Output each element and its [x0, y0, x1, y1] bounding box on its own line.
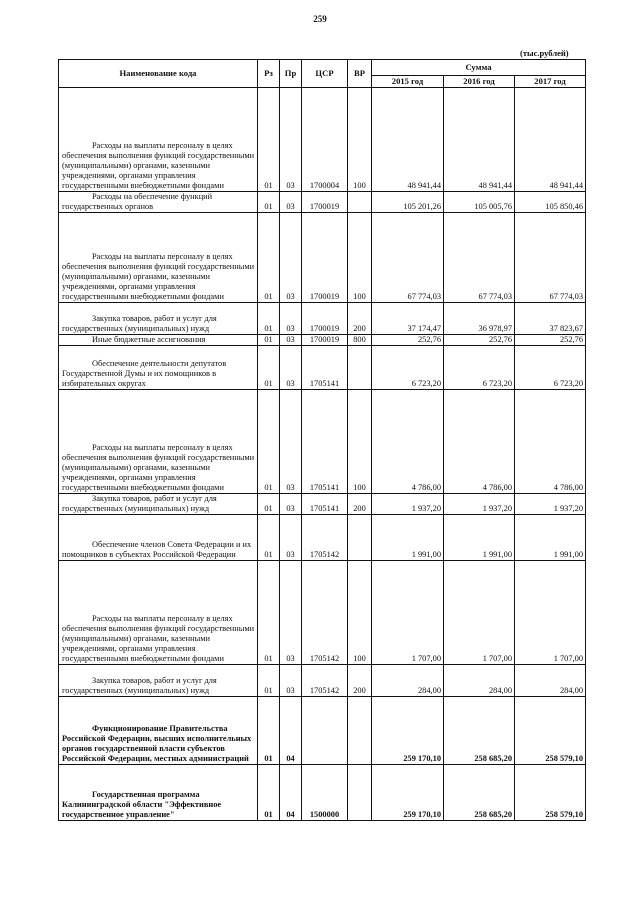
- table-row: [59, 561, 586, 665]
- row-s2017: 1 707,00: [515, 561, 586, 665]
- row-pr: 03: [280, 346, 302, 390]
- row-s2016: 6 723,20: [444, 346, 515, 390]
- header-vr: ВР: [348, 60, 372, 88]
- row-pr: 03: [280, 494, 302, 515]
- row-rz: 01: [258, 494, 280, 515]
- row-vr: [348, 515, 372, 561]
- row-csr: 1705141: [302, 390, 348, 494]
- row-name: Закупка товаров, работ и услуг для государственных (муниципальных) нужд: [59, 665, 258, 697]
- row-s2016: 48 941,44: [444, 88, 515, 192]
- row-csr: 1705141: [302, 346, 348, 390]
- row-csr: 1700019: [302, 335, 348, 346]
- row-name: Иные бюджетные ассигнования: [59, 335, 258, 346]
- row-s2017: 258 579,10: [515, 765, 586, 821]
- row-csr: 1500000: [302, 765, 348, 821]
- header-pr: Пр: [280, 60, 302, 88]
- table-row: [59, 335, 586, 346]
- row-s2016: 1 937,20: [444, 494, 515, 515]
- row-pr: 03: [280, 213, 302, 303]
- row-pr: 03: [280, 665, 302, 697]
- row-s2016: 4 786,00: [444, 390, 515, 494]
- row-s2015: 48 941,44: [372, 88, 444, 192]
- row-vr: [348, 697, 372, 765]
- row-pr: 04: [280, 697, 302, 765]
- header-2016: 2016 год: [444, 76, 515, 88]
- row-vr: 100: [348, 88, 372, 192]
- row-pr: 03: [280, 515, 302, 561]
- row-s2016: 67 774,03: [444, 213, 515, 303]
- row-rz: 01: [258, 515, 280, 561]
- row-rz: 01: [258, 697, 280, 765]
- row-s2017: 258 579,10: [515, 697, 586, 765]
- row-s2016: 284,00: [444, 665, 515, 697]
- row-csr: 1705142: [302, 561, 348, 665]
- row-s2016: 252,76: [444, 335, 515, 346]
- row-s2015: 284,00: [372, 665, 444, 697]
- header-sum: Сумма: [372, 60, 586, 76]
- units-label: (тыс.рублей): [520, 48, 569, 58]
- row-rz: 01: [258, 335, 280, 346]
- row-rz: 01: [258, 665, 280, 697]
- row-name: Расходы на выплаты персоналу в целях обеспечения выполнения функций государственными (муниципальными) органами, казенными учреждениями, органами управления государственными внебюджетными фондами: [59, 213, 258, 303]
- row-s2017: 105 850,46: [515, 192, 586, 213]
- table-row: [59, 494, 586, 515]
- row-s2017: 252,76: [515, 335, 586, 346]
- row-pr: 03: [280, 335, 302, 346]
- row-vr: [348, 192, 372, 213]
- row-rz: 01: [258, 561, 280, 665]
- row-s2015: 37 174,47: [372, 303, 444, 335]
- row-rz: 01: [258, 346, 280, 390]
- row-s2017: 37 823,67: [515, 303, 586, 335]
- table-row: [59, 303, 586, 335]
- header-2017: 2017 год: [515, 76, 586, 88]
- row-name: Расходы на обеспечение функций государственных органов: [59, 192, 258, 213]
- row-s2015: 6 723,20: [372, 346, 444, 390]
- header-name: Наименование кода: [59, 60, 258, 88]
- row-csr: 1700019: [302, 213, 348, 303]
- row-pr: 03: [280, 88, 302, 192]
- row-vr: 200: [348, 303, 372, 335]
- row-s2015: 1 991,00: [372, 515, 444, 561]
- row-csr: 1705142: [302, 515, 348, 561]
- row-s2015: 1 707,00: [372, 561, 444, 665]
- row-vr: 100: [348, 390, 372, 494]
- row-s2015: 259 170,10: [372, 697, 444, 765]
- row-name: Обеспечение деятельности депутатов Государственной Думы и их помощников в избирательных округах: [59, 346, 258, 390]
- row-s2016: 258 685,20: [444, 765, 515, 821]
- row-csr: 1705142: [302, 665, 348, 697]
- table-row: [59, 697, 586, 765]
- row-s2015: 259 170,10: [372, 765, 444, 821]
- table-row: [59, 665, 586, 697]
- row-name: Функционирование Правительства Российской Федерации, высших исполнительных органов государственной власти субъектов Российской Федерации, местных администраций: [59, 697, 258, 765]
- row-s2016: 258 685,20: [444, 697, 515, 765]
- header-rz: Рз: [258, 60, 280, 88]
- row-name: Закупка товаров, работ и услуг для государственных (муниципальных) нужд: [59, 494, 258, 515]
- row-csr: 1700004: [302, 88, 348, 192]
- row-s2015: 1 937,20: [372, 494, 444, 515]
- row-s2017: 1 991,00: [515, 515, 586, 561]
- row-vr: 800: [348, 335, 372, 346]
- row-s2016: 36 978,97: [444, 303, 515, 335]
- row-name: Государственная программа Калининградской области "Эффективное государственное управление": [59, 765, 258, 821]
- row-name: Расходы на выплаты персоналу в целях обеспечения выполнения функций государственными (муниципальными) органами, казенными учреждениями, органами управления государственными внебюджетными фондами: [59, 561, 258, 665]
- row-pr: 03: [280, 561, 302, 665]
- row-vr: 100: [348, 213, 372, 303]
- row-name: Закупка товаров, работ и услуг для государственных (муниципальных) нужд: [59, 303, 258, 335]
- row-name: Расходы на выплаты персоналу в целях обеспечения выполнения функций государственными (муниципальными) органами, казенными учреждениями, органами управления государственными внебюджетными фондами: [59, 88, 258, 192]
- row-s2017: 1 937,20: [515, 494, 586, 515]
- row-s2017: 284,00: [515, 665, 586, 697]
- row-rz: 01: [258, 765, 280, 821]
- table-row: [59, 515, 586, 561]
- row-s2015: 4 786,00: [372, 390, 444, 494]
- row-vr: [348, 765, 372, 821]
- row-s2017: 48 941,44: [515, 88, 586, 192]
- row-s2017: 67 774,03: [515, 213, 586, 303]
- header-2015: 2015 год: [372, 76, 444, 88]
- row-s2016: 1 707,00: [444, 561, 515, 665]
- row-pr: 03: [280, 303, 302, 335]
- row-rz: 01: [258, 88, 280, 192]
- header-csr: ЦСР: [302, 60, 348, 88]
- table-body: [59, 88, 586, 821]
- row-s2015: 252,76: [372, 335, 444, 346]
- row-s2017: 6 723,20: [515, 346, 586, 390]
- row-csr: 1700019: [302, 192, 348, 213]
- table-row: [59, 213, 586, 303]
- row-pr: 03: [280, 390, 302, 494]
- table-row: [59, 346, 586, 390]
- row-s2017: 4 786,00: [515, 390, 586, 494]
- row-pr: 03: [280, 192, 302, 213]
- row-s2015: 105 201,26: [372, 192, 444, 213]
- table-row: [59, 88, 586, 192]
- row-s2016: 1 991,00: [444, 515, 515, 561]
- row-s2016: 105 005,76: [444, 192, 515, 213]
- row-rz: 01: [258, 303, 280, 335]
- budget-table: [58, 59, 586, 821]
- row-rz: 01: [258, 390, 280, 494]
- row-csr: [302, 697, 348, 765]
- row-vr: 100: [348, 561, 372, 665]
- table-row: [59, 765, 586, 821]
- row-name: Обеспечение членов Совета Федерации и их помощников в субъектах Российской Федерации: [59, 515, 258, 561]
- row-csr: 1705141: [302, 494, 348, 515]
- row-vr: [348, 346, 372, 390]
- row-name: Расходы на выплаты персоналу в целях обеспечения выполнения функций государственными (муниципальными) органами, казенными учреждениями, органами управления государственными внебюджетными фондами: [59, 390, 258, 494]
- row-rz: 01: [258, 192, 280, 213]
- row-vr: 200: [348, 494, 372, 515]
- table-row: [59, 390, 586, 494]
- table-row: [59, 192, 586, 213]
- row-vr: 200: [348, 665, 372, 697]
- row-csr: 1700019: [302, 303, 348, 335]
- row-s2015: 67 774,03: [372, 213, 444, 303]
- row-pr: 04: [280, 765, 302, 821]
- page-number: 259: [313, 14, 327, 24]
- row-rz: 01: [258, 213, 280, 303]
